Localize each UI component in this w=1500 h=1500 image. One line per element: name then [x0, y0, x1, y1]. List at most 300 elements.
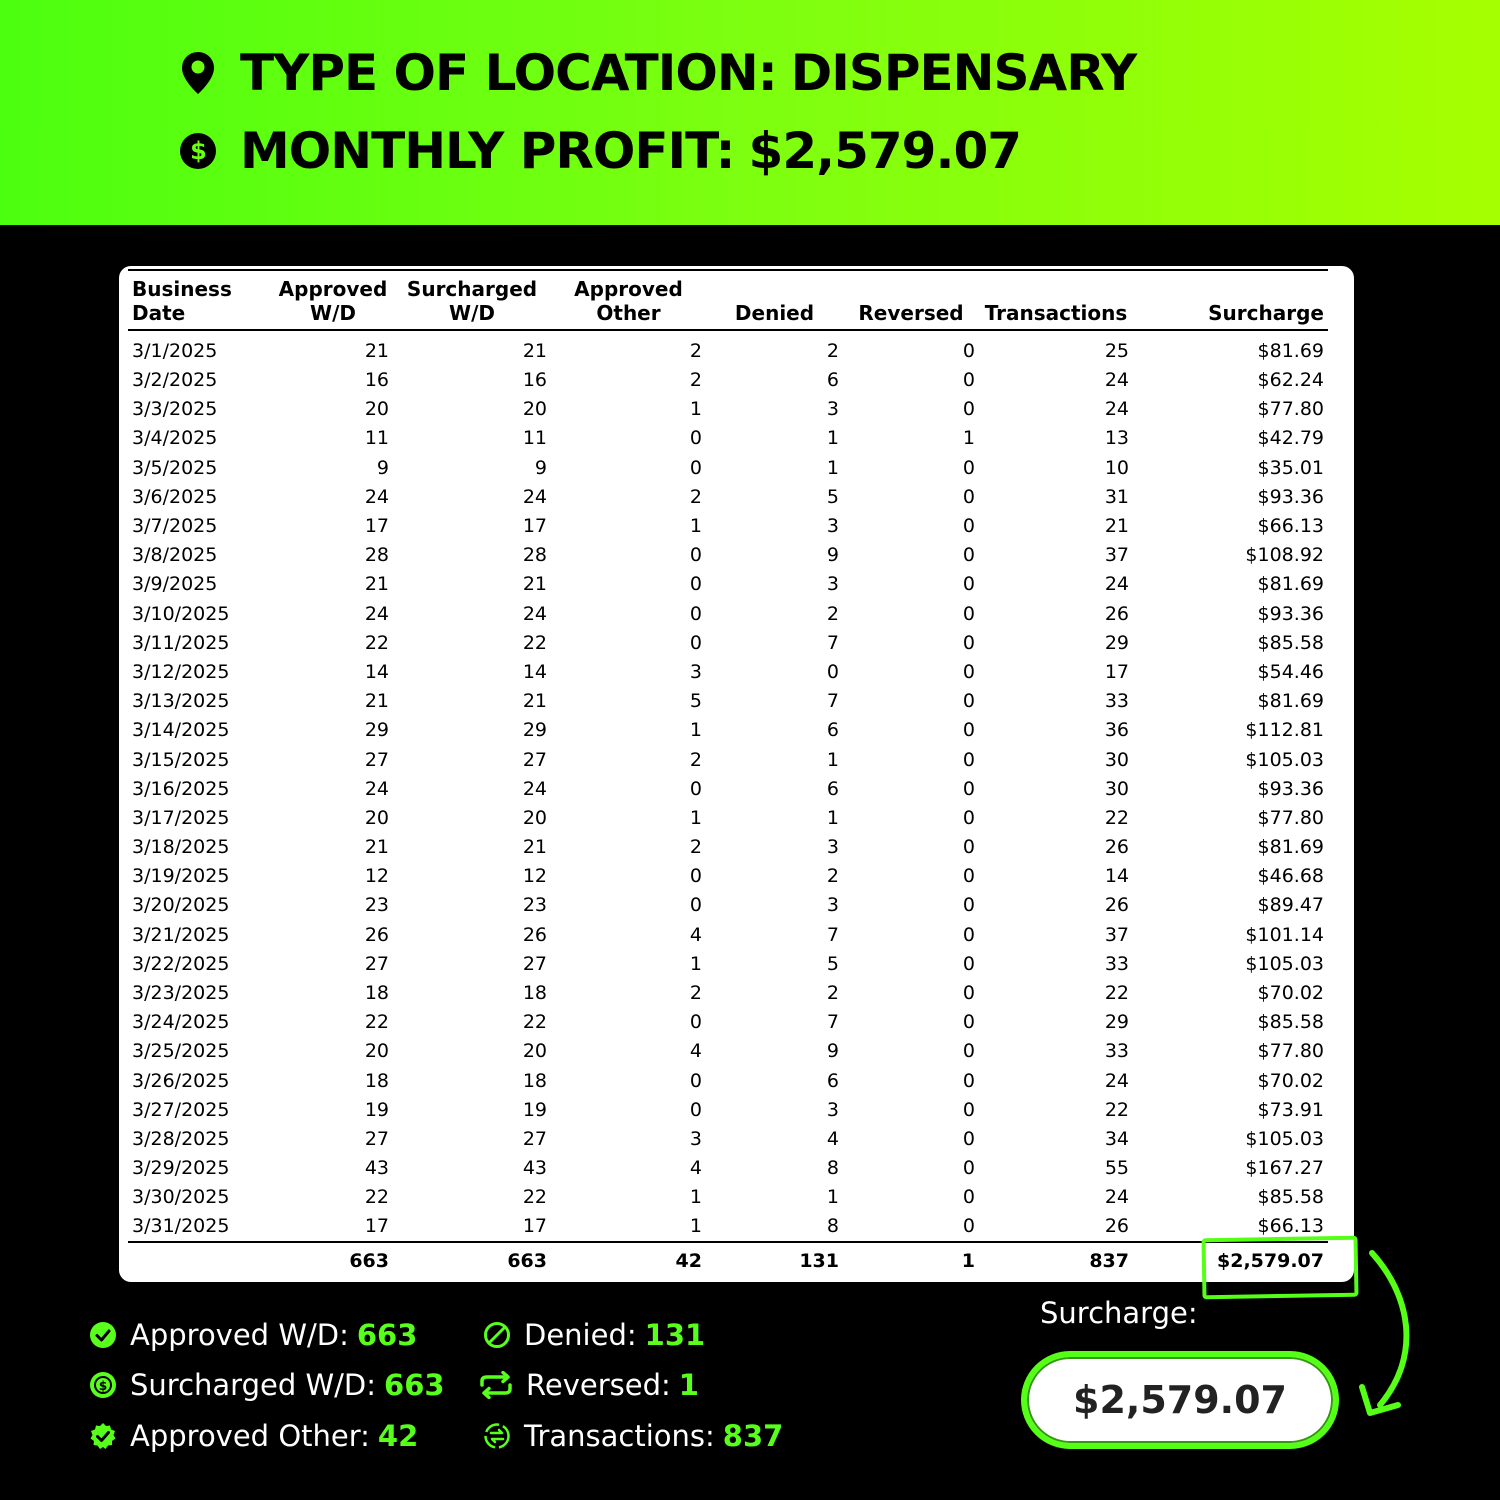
row-date-cell: 3/31/2025 [132, 1215, 230, 1238]
row-value-cell: $85.58 [1257, 1011, 1324, 1034]
repeat-icon [478, 1370, 514, 1400]
row-value-cell: 5 [826, 952, 839, 975]
row-value-cell: 14 [364, 660, 389, 683]
row-value-cell: 0 [962, 1098, 975, 1121]
row-date-cell: 3/30/2025 [132, 1186, 230, 1209]
row-value-cell: 3 [689, 660, 702, 683]
table-row [128, 745, 1328, 774]
row-value-cell: 21 [1104, 515, 1129, 538]
stat-surcharged-wd: $ Surcharged W/D: 663 [88, 1368, 445, 1402]
row-value-cell: 27 [522, 952, 547, 975]
surcharge-label: Surcharge: [1040, 1296, 1198, 1330]
row-value-cell: 29 [1104, 1011, 1129, 1034]
row-value-cell: 23 [364, 894, 389, 917]
row-date-cell: 3/7/2025 [132, 515, 218, 538]
row-value-cell: 0 [962, 748, 975, 771]
row-value-cell: 7 [826, 923, 839, 946]
row-value-cell: 20 [522, 398, 547, 421]
table-row [128, 483, 1328, 512]
row-value-cell: 4 [689, 1040, 702, 1063]
row-value-cell: 1 [826, 748, 839, 771]
svg-text:$: $ [98, 1379, 108, 1393]
col-header-surcharge: Surcharge [1133, 271, 1328, 330]
row-value-cell: 22 [522, 631, 547, 654]
row-value-cell: 0 [689, 456, 702, 479]
row-value-cell: 17 [364, 515, 389, 538]
row-value-cell: $167.27 [1245, 1157, 1324, 1180]
row-value-cell: 3 [826, 1098, 839, 1121]
row-value-cell: 22 [1104, 1098, 1129, 1121]
table-row [128, 862, 1328, 891]
row-value-cell: 22 [364, 1011, 389, 1034]
location-value: DISPENSARY [790, 44, 1137, 102]
row-value-cell: 0 [962, 515, 975, 538]
table-row [128, 454, 1328, 483]
row-value-cell: $89.47 [1257, 894, 1324, 917]
surcharge-total-pill: $2,579.07 [1021, 1351, 1339, 1449]
table-row [128, 950, 1328, 979]
row-value-cell: 1 [689, 398, 702, 421]
row-value-cell: $105.03 [1245, 952, 1324, 975]
row-value-cell: 24 [364, 777, 389, 800]
table-body [128, 330, 1328, 1242]
table-row [128, 1212, 1328, 1242]
row-value-cell: 28 [522, 544, 547, 567]
row-value-cell: 33 [1104, 952, 1129, 975]
row-value-cell: 0 [689, 865, 702, 888]
row-value-cell: $73.91 [1257, 1098, 1324, 1121]
row-value-cell: 34 [1104, 1127, 1129, 1150]
row-date-cell: 3/8/2025 [132, 544, 218, 567]
row-value-cell: $66.13 [1257, 515, 1324, 538]
row-value-cell: $81.69 [1257, 340, 1324, 362]
row-value-cell: 18 [522, 1069, 547, 1092]
row-value-cell: 3 [826, 573, 839, 596]
row-value-cell: 30 [1104, 777, 1129, 800]
row-value-cell: 29 [1104, 631, 1129, 654]
row-value-cell: 0 [962, 894, 975, 917]
row-date-cell: 3/11/2025 [132, 631, 230, 654]
row-date-cell: 3/25/2025 [132, 1040, 230, 1063]
row-value-cell: 24 [1104, 573, 1129, 596]
row-value-cell: 0 [962, 573, 975, 596]
row-value-cell: 13 [1104, 427, 1129, 450]
row-value-cell: 16 [364, 369, 389, 392]
curved-arrow-icon [1340, 1245, 1430, 1425]
total-cell [128, 1242, 273, 1278]
row-value-cell: 4 [826, 1127, 839, 1150]
row-value-cell: 1 [826, 1186, 839, 1209]
row-value-cell: 0 [962, 1215, 975, 1238]
col-header-reversed: Reversed [843, 271, 979, 330]
row-value-cell: 21 [364, 690, 389, 713]
row-value-cell: 1 [826, 806, 839, 829]
row-value-cell: 0 [962, 923, 975, 946]
dollar-coin-icon [178, 127, 218, 175]
row-value-cell: 19 [522, 1098, 547, 1121]
total-cell: 42 [551, 1242, 706, 1278]
row-value-cell: 21 [364, 340, 389, 362]
row-value-cell: 1 [689, 1215, 702, 1238]
row-value-cell: 24 [522, 777, 547, 800]
row-value-cell: 0 [962, 777, 975, 800]
profit-value: $2,579.07 [748, 122, 1022, 180]
table-row [128, 1037, 1328, 1066]
row-value-cell: 1 [962, 427, 975, 450]
row-value-cell: 0 [962, 369, 975, 392]
row-value-cell: 20 [364, 1040, 389, 1063]
table-row [128, 833, 1328, 862]
row-value-cell: 25 [1104, 340, 1129, 362]
row-value-cell: 0 [689, 1011, 702, 1034]
row-value-cell: 17 [1104, 660, 1129, 683]
row-value-cell: $77.80 [1257, 1040, 1324, 1063]
profit-line [178, 122, 1021, 180]
row-date-cell: 3/17/2025 [132, 806, 230, 829]
row-value-cell: 0 [962, 865, 975, 888]
row-value-cell: 27 [364, 952, 389, 975]
row-value-cell: 6 [826, 1069, 839, 1092]
row-value-cell: 0 [962, 485, 975, 508]
col-header-surcharged-wd: Surcharged W/D [393, 271, 551, 330]
row-value-cell: 21 [364, 836, 389, 859]
row-value-cell: 27 [364, 748, 389, 771]
row-value-cell: $70.02 [1257, 982, 1324, 1005]
check-circle-icon [88, 1320, 118, 1350]
table-header-row [128, 271, 1328, 330]
row-value-cell: $81.69 [1257, 690, 1324, 713]
row-value-cell: 12 [522, 865, 547, 888]
svg-text:$: $ [190, 137, 206, 165]
row-value-cell: 0 [962, 690, 975, 713]
row-value-cell: 0 [962, 544, 975, 567]
row-value-cell: 21 [522, 340, 547, 362]
row-value-cell: 26 [522, 923, 547, 946]
row-value-cell: 22 [1104, 806, 1129, 829]
table-row [128, 366, 1328, 395]
row-value-cell: 22 [364, 1186, 389, 1209]
row-value-cell: $108.92 [1245, 544, 1324, 567]
row-value-cell: $81.69 [1257, 836, 1324, 859]
row-value-cell: $105.03 [1245, 1127, 1324, 1150]
row-date-cell: 3/10/2025 [132, 602, 230, 625]
row-value-cell: 18 [522, 982, 547, 1005]
table-row [128, 979, 1328, 1008]
row-value-cell: 20 [364, 398, 389, 421]
row-value-cell: 9 [376, 456, 389, 479]
table-row [128, 1096, 1328, 1125]
row-date-cell: 3/9/2025 [132, 573, 218, 596]
row-value-cell: 0 [962, 1157, 975, 1180]
row-value-cell: 37 [1104, 923, 1129, 946]
row-value-cell: 24 [1104, 369, 1129, 392]
row-date-cell: 3/26/2025 [132, 1069, 230, 1092]
row-date-cell: 3/18/2025 [132, 836, 230, 859]
row-value-cell: 36 [1104, 719, 1129, 742]
col-header-denied: Denied [706, 271, 843, 330]
row-value-cell: 21 [522, 690, 547, 713]
row-value-cell: 0 [962, 398, 975, 421]
row-value-cell: 24 [1104, 1186, 1129, 1209]
row-value-cell: 0 [689, 573, 702, 596]
row-value-cell: $93.36 [1257, 777, 1324, 800]
row-value-cell: 8 [826, 1157, 839, 1180]
row-value-cell: 0 [689, 1098, 702, 1121]
report-table [128, 269, 1328, 1278]
row-value-cell: 43 [364, 1157, 389, 1180]
row-value-cell: 29 [364, 719, 389, 742]
row-date-cell: 3/16/2025 [132, 777, 230, 800]
row-value-cell: 0 [962, 719, 975, 742]
table-row [128, 1183, 1328, 1212]
row-value-cell: 24 [522, 485, 547, 508]
row-value-cell: 1 [826, 427, 839, 450]
row-value-cell: 21 [522, 573, 547, 596]
row-value-cell: $42.79 [1257, 427, 1324, 450]
row-value-cell: 0 [962, 602, 975, 625]
total-highlight-box [1201, 1236, 1358, 1300]
row-value-cell: 26 [1104, 836, 1129, 859]
row-value-cell: 24 [364, 485, 389, 508]
table-row [128, 1154, 1328, 1183]
row-value-cell: 2 [689, 485, 702, 508]
row-value-cell: 22 [522, 1011, 547, 1034]
row-value-cell: 20 [522, 806, 547, 829]
row-value-cell: 0 [962, 631, 975, 654]
row-value-cell: 5 [689, 690, 702, 713]
row-date-cell: 3/21/2025 [132, 923, 230, 946]
row-date-cell: 3/29/2025 [132, 1157, 230, 1180]
row-value-cell: 18 [364, 982, 389, 1005]
row-value-cell: $70.02 [1257, 1069, 1324, 1092]
row-value-cell: 21 [522, 836, 547, 859]
row-value-cell: 22 [522, 1186, 547, 1209]
table-row [128, 570, 1328, 599]
row-value-cell: 0 [689, 894, 702, 917]
row-value-cell: 0 [962, 456, 975, 479]
row-value-cell: 0 [962, 1186, 975, 1209]
row-value-cell: 27 [364, 1127, 389, 1150]
row-value-cell: 6 [826, 777, 839, 800]
row-date-cell: 3/6/2025 [132, 485, 218, 508]
row-value-cell: 22 [1104, 982, 1129, 1005]
row-value-cell: 22 [364, 631, 389, 654]
row-value-cell: 1 [689, 806, 702, 829]
col-header-approved-other: Approved Other [551, 271, 706, 330]
row-value-cell: 33 [1104, 690, 1129, 713]
row-value-cell: 2 [826, 982, 839, 1005]
row-value-cell: 0 [689, 544, 702, 567]
row-date-cell: 3/19/2025 [132, 865, 230, 888]
report-table-wrap [128, 269, 1328, 1278]
row-value-cell: 3 [826, 894, 839, 917]
row-value-cell: 0 [689, 631, 702, 654]
row-date-cell: 3/22/2025 [132, 952, 230, 975]
row-date-cell: 3/3/2025 [132, 398, 218, 421]
table-row [128, 330, 1328, 366]
table-row [128, 395, 1328, 424]
table-row [128, 424, 1328, 453]
row-date-cell: 3/28/2025 [132, 1127, 230, 1150]
row-value-cell: 2 [689, 748, 702, 771]
total-cell: 663 [273, 1242, 393, 1278]
table-row [128, 512, 1328, 541]
row-value-cell: 0 [962, 340, 975, 362]
row-value-cell: 24 [522, 602, 547, 625]
row-value-cell: 0 [962, 806, 975, 829]
row-value-cell: $85.58 [1257, 631, 1324, 654]
row-value-cell: $54.46 [1257, 660, 1324, 683]
row-value-cell: 14 [522, 660, 547, 683]
row-value-cell: $62.24 [1257, 369, 1324, 392]
row-value-cell: 0 [689, 777, 702, 800]
row-value-cell: 9 [826, 1040, 839, 1063]
row-value-cell: 0 [962, 1127, 975, 1150]
row-value-cell: 26 [1104, 602, 1129, 625]
location-label: TYPE OF LOCATION: [240, 44, 777, 102]
row-value-cell: 17 [522, 515, 547, 538]
table-row [128, 600, 1328, 629]
row-value-cell: 28 [364, 544, 389, 567]
total-cell: 663 [393, 1242, 551, 1278]
row-value-cell: 12 [364, 865, 389, 888]
row-date-cell: 3/20/2025 [132, 894, 230, 917]
row-value-cell: 27 [522, 1127, 547, 1150]
row-value-cell: 26 [1104, 894, 1129, 917]
row-value-cell: 24 [364, 602, 389, 625]
row-value-cell: 2 [689, 369, 702, 392]
row-value-cell: 1 [689, 1186, 702, 1209]
row-value-cell: 1 [826, 456, 839, 479]
row-value-cell: 19 [364, 1098, 389, 1121]
row-value-cell: $66.13 [1257, 1215, 1324, 1238]
stat-approved-wd: Approved W/D: 663 [88, 1318, 417, 1352]
row-value-cell: 10 [1104, 456, 1129, 479]
row-date-cell: 3/2/2025 [132, 369, 218, 392]
row-value-cell: 6 [826, 369, 839, 392]
row-value-cell: 5 [826, 485, 839, 508]
row-value-cell: 9 [826, 544, 839, 567]
total-cell: 837 [979, 1242, 1133, 1278]
row-value-cell: 20 [522, 1040, 547, 1063]
row-value-cell: 0 [962, 660, 975, 683]
row-date-cell: 3/23/2025 [132, 982, 230, 1005]
row-value-cell: 3 [689, 1127, 702, 1150]
row-value-cell: 1 [689, 515, 702, 538]
row-value-cell: 2 [826, 602, 839, 625]
table-row [128, 921, 1328, 950]
row-value-cell: 27 [522, 748, 547, 771]
table-row [128, 687, 1328, 716]
row-value-cell: $93.36 [1257, 602, 1324, 625]
row-value-cell: $81.69 [1257, 573, 1324, 596]
row-value-cell: $35.01 [1257, 456, 1324, 479]
location-pin-icon [178, 49, 218, 97]
row-value-cell: 23 [522, 894, 547, 917]
report-card [119, 266, 1354, 1282]
row-value-cell: $112.81 [1245, 719, 1324, 742]
col-header-approved-wd: Approved W/D [273, 271, 393, 330]
row-value-cell: 24 [1104, 398, 1129, 421]
row-value-cell: 31 [1104, 485, 1129, 508]
row-value-cell: 20 [364, 806, 389, 829]
row-value-cell: 8 [826, 1215, 839, 1238]
stat-approved-other: Approved Other: 42 [88, 1419, 418, 1453]
table-row [128, 1008, 1328, 1037]
table-row [128, 541, 1328, 570]
coin-icon [88, 1370, 118, 1400]
header-band [0, 0, 1500, 225]
row-value-cell: 2 [826, 865, 839, 888]
row-value-cell: 17 [364, 1215, 389, 1238]
totals-row [128, 1242, 1328, 1278]
row-value-cell: $85.58 [1257, 1186, 1324, 1209]
row-date-cell: 3/15/2025 [132, 748, 230, 771]
row-value-cell: 37 [1104, 544, 1129, 567]
row-value-cell: $101.14 [1245, 923, 1324, 946]
row-value-cell: 9 [534, 456, 547, 479]
row-date-cell: 3/5/2025 [132, 456, 218, 479]
row-value-cell: 0 [962, 1069, 975, 1092]
row-value-cell: $105.03 [1245, 748, 1324, 771]
row-value-cell: $46.68 [1257, 865, 1324, 888]
row-value-cell: 29 [522, 719, 547, 742]
total-cell: 1 [843, 1242, 979, 1278]
row-value-cell: 26 [1104, 1215, 1129, 1238]
row-value-cell: 2 [689, 982, 702, 1005]
row-value-cell: 14 [1104, 865, 1129, 888]
stat-reversed: Reversed: 1 [478, 1368, 699, 1402]
table-row [128, 775, 1328, 804]
col-header-transactions: Transactions [979, 271, 1133, 330]
total-surcharge-cell: $2,579.07 [1133, 1242, 1328, 1278]
row-value-cell: 0 [962, 1040, 975, 1063]
row-value-cell: 11 [522, 427, 547, 450]
table-row [128, 629, 1328, 658]
row-value-cell: 0 [689, 602, 702, 625]
row-value-cell: $77.80 [1257, 806, 1324, 829]
row-value-cell: 4 [689, 1157, 702, 1180]
row-value-cell: 21 [364, 573, 389, 596]
row-value-cell: 0 [962, 1011, 975, 1034]
row-value-cell: 1 [689, 952, 702, 975]
stat-transactions: Transactions: 837 [482, 1419, 783, 1453]
table-row [128, 891, 1328, 920]
row-value-cell: 1 [689, 719, 702, 742]
row-value-cell: 0 [689, 427, 702, 450]
row-date-cell: 3/14/2025 [132, 719, 230, 742]
row-value-cell: 0 [962, 836, 975, 859]
row-value-cell: 26 [364, 923, 389, 946]
col-header-business-date: Business Date [128, 271, 273, 330]
row-value-cell: 0 [689, 1069, 702, 1092]
row-value-cell: 3 [826, 398, 839, 421]
row-value-cell: 2 [689, 836, 702, 859]
row-value-cell: 30 [1104, 748, 1129, 771]
row-value-cell: 6 [826, 719, 839, 742]
prohibited-icon [482, 1320, 512, 1350]
row-value-cell: $77.80 [1257, 398, 1324, 421]
row-value-cell: 24 [1104, 1069, 1129, 1092]
row-date-cell: 3/4/2025 [132, 427, 218, 450]
row-value-cell: 0 [826, 660, 839, 683]
row-value-cell: 2 [826, 340, 839, 362]
row-date-cell: 3/13/2025 [132, 690, 230, 713]
table-row [128, 804, 1328, 833]
row-value-cell: 2 [689, 340, 702, 362]
table-row [128, 1125, 1328, 1154]
row-date-cell: 3/12/2025 [132, 660, 230, 683]
